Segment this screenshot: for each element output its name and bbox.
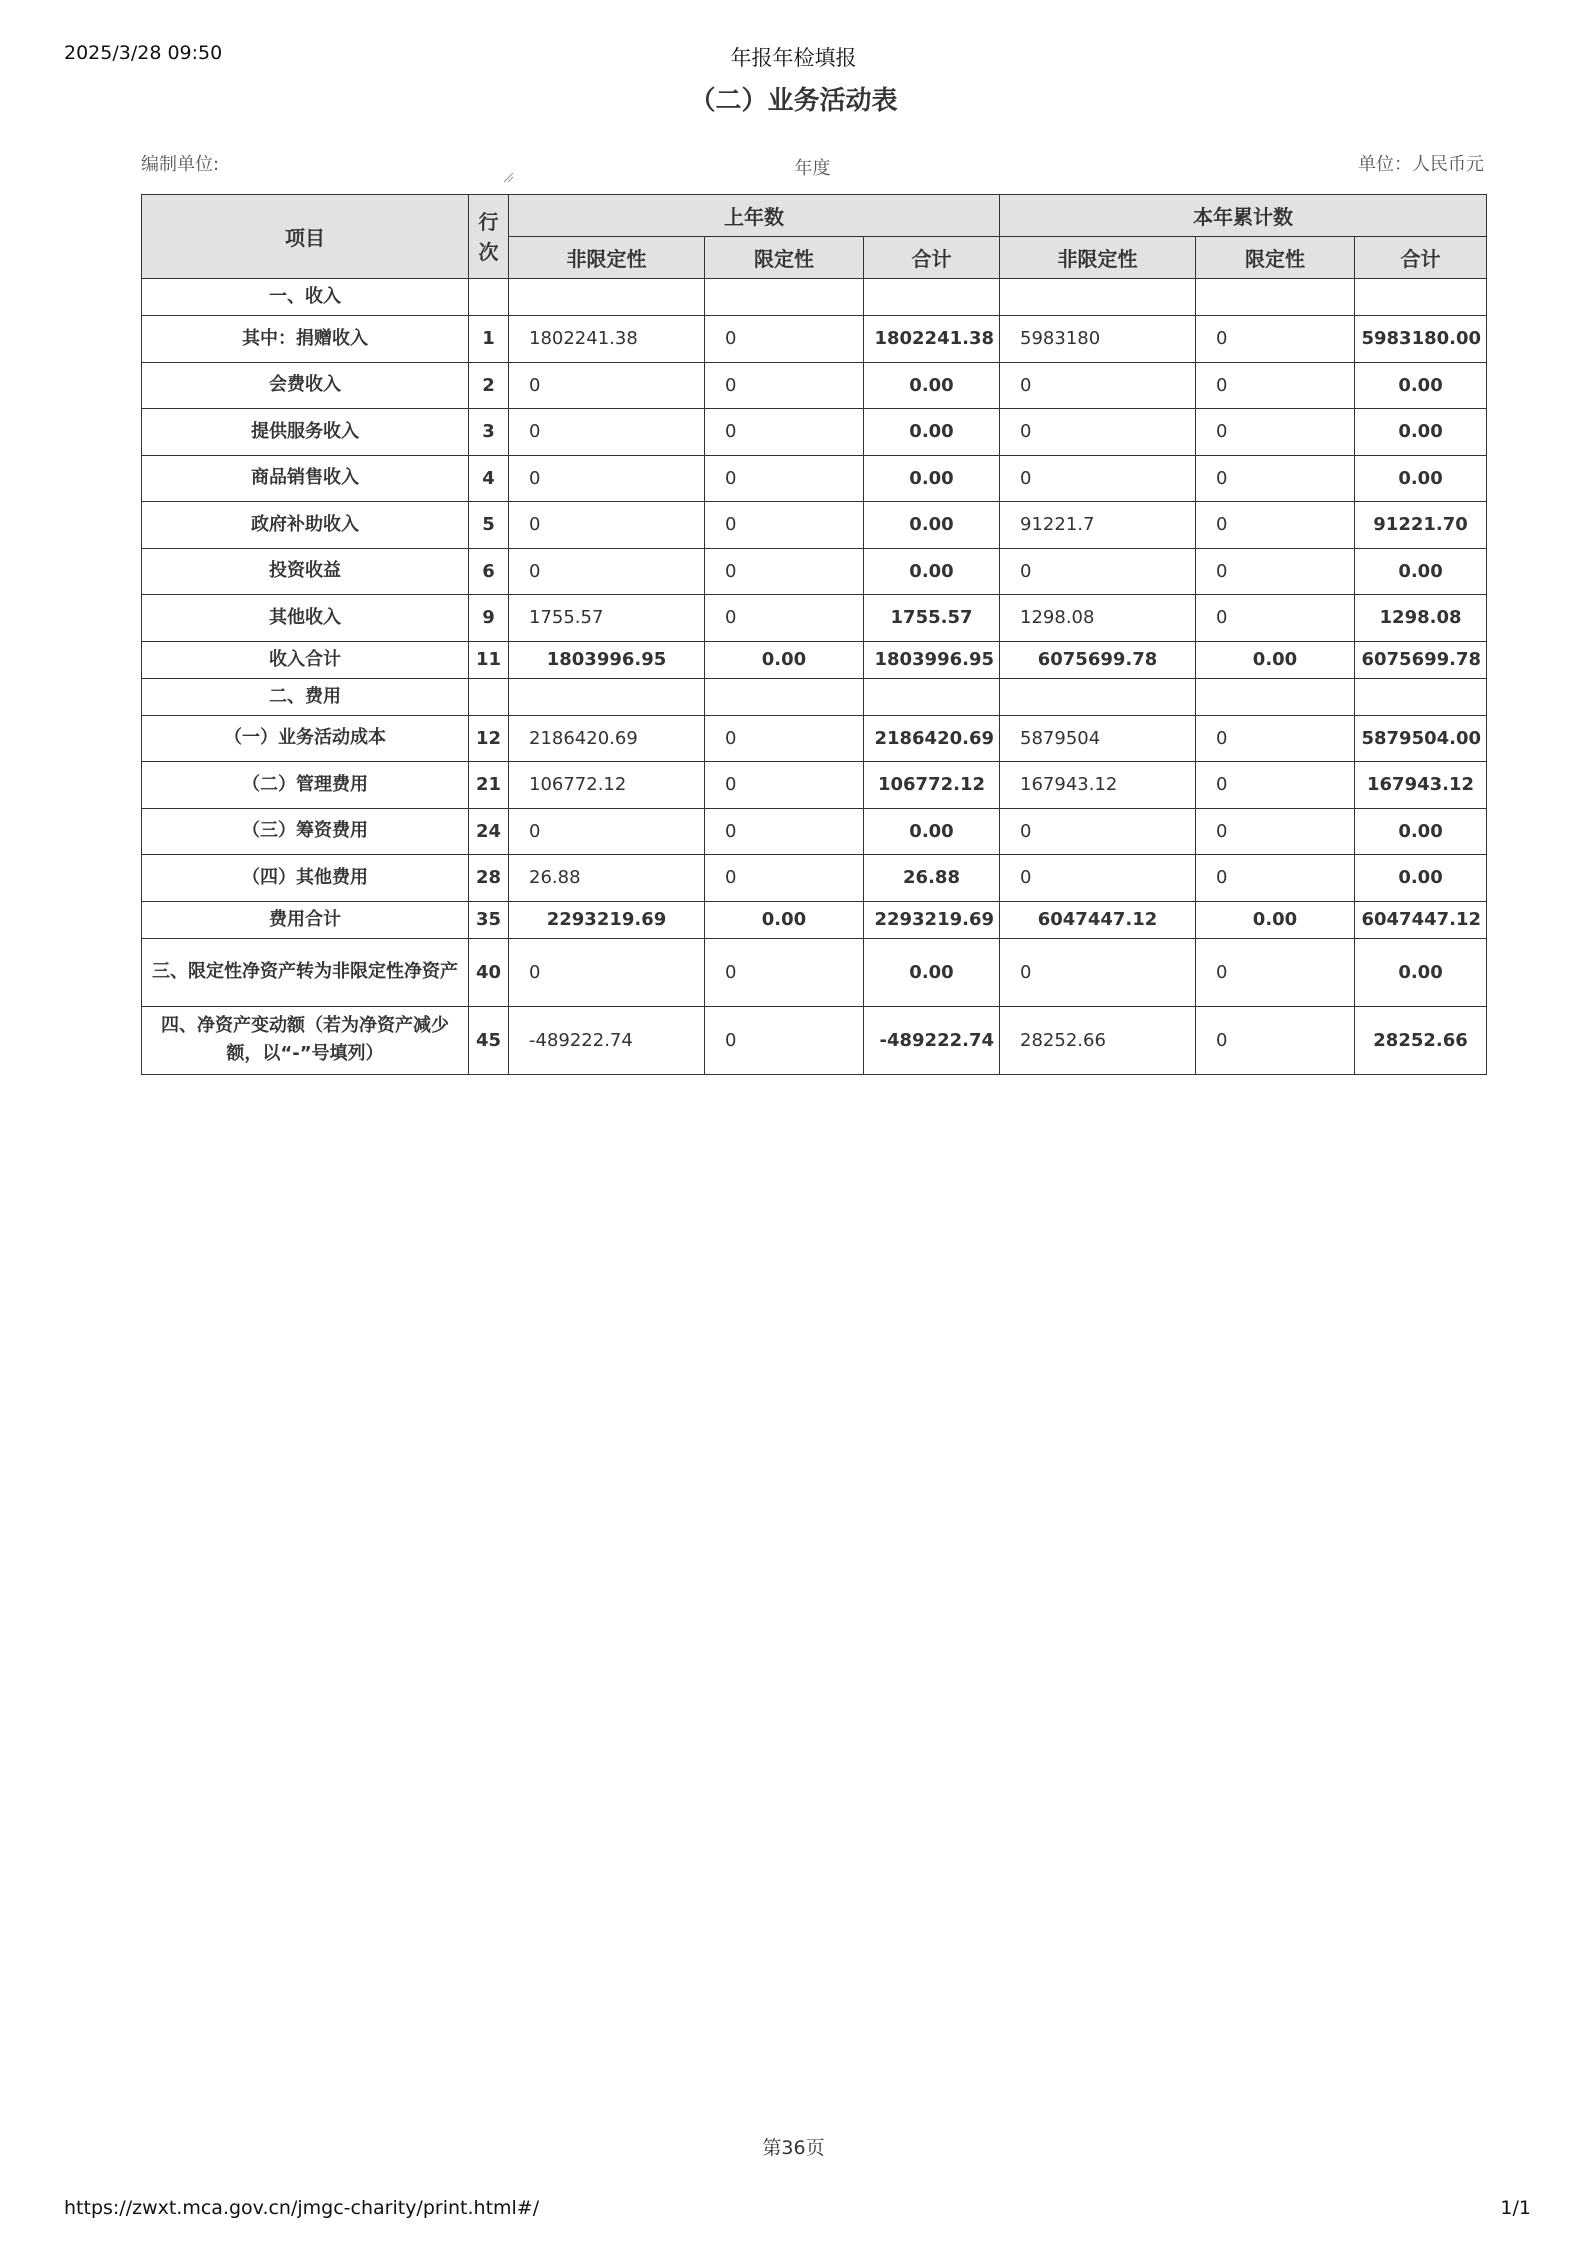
row-line: 2 [469,362,509,409]
row-item: 会费收入 [142,362,469,409]
cell-prev-unrestricted[interactable]: 106772.12 [509,762,705,809]
cell-prev-unrestricted[interactable] [509,678,705,715]
table-row [142,502,1487,549]
org-label: 编制单位: [141,154,220,175]
row-line [469,678,509,715]
table-row [142,455,1487,502]
row-item: （二）管理费用 [142,762,469,809]
table-row [142,808,1487,855]
row-item: 投资收益 [142,548,469,595]
cell-curr-unrestricted: 6047447.12 [1000,901,1196,938]
table-row [142,316,1487,363]
cell-curr-unrestricted[interactable]: 28252.66 [1000,1006,1196,1074]
row-line: 12 [469,715,509,762]
row-line: 28 [469,855,509,902]
row-line: 11 [469,641,509,678]
cell-prev-unrestricted: 2293219.69 [509,901,705,938]
cell-prev-total: 106772.12 [864,762,1000,809]
cell-prev-restricted[interactable]: 0 [705,1006,864,1074]
cell-prev-total: 0.00 [864,409,1000,456]
table-row [142,548,1487,595]
cell-curr-unrestricted[interactable]: 91221.7 [1000,502,1196,549]
cell-prev-restricted[interactable]: 0 [705,938,864,1006]
header-prev-restricted: 限定性 [705,237,864,279]
row-item: （四）其他费用 [142,855,469,902]
cell-curr-restricted[interactable] [1196,279,1355,316]
report-title: （二）业务活动表 [689,86,898,116]
cell-prev-unrestricted[interactable]: 1755.57 [509,595,705,642]
row-item: （三）筹资费用 [142,808,469,855]
cell-prev-restricted[interactable]: 0 [705,502,864,549]
row-line: 21 [469,762,509,809]
row-item: 商品销售收入 [142,455,469,502]
row-item: 其他收入 [142,595,469,642]
table-row-subtotal [142,901,1487,938]
cell-prev-unrestricted[interactable]: 0 [509,502,705,549]
cell-curr-restricted[interactable]: 0 [1196,502,1355,549]
row-item: 收入合计 [142,641,469,678]
cell-prev-unrestricted[interactable] [509,279,705,316]
cell-curr-restricted: 0.00 [1196,641,1355,678]
cell-prev-restricted[interactable] [705,279,864,316]
cell-prev-restricted[interactable]: 0 [705,808,864,855]
table-row [142,279,1487,316]
table-row [142,762,1487,809]
cell-curr-total: 5983180.00 [1355,316,1487,363]
cell-prev-total: 0.00 [864,548,1000,595]
print-datetime: 2025/3/28 09:50 [64,42,223,64]
cell-curr-restricted[interactable]: 0 [1196,808,1355,855]
cell-curr-unrestricted[interactable]: 0 [1000,938,1196,1006]
cell-curr-unrestricted[interactable]: 0 [1000,455,1196,502]
cell-curr-restricted[interactable]: 0 [1196,455,1355,502]
cell-prev-restricted[interactable]: 0 [705,595,864,642]
page-number: 第36页 [762,2137,825,2159]
table-row [142,1006,1487,1074]
header-curr-unrestricted: 非限定性 [1000,237,1196,279]
cell-curr-total: 6075699.78 [1355,641,1487,678]
table-row [142,855,1487,902]
cell-prev-restricted[interactable]: 0 [705,548,864,595]
cell-prev-total: 1803996.95 [864,641,1000,678]
cell-prev-total: 26.88 [864,855,1000,902]
report-meta-row [141,150,1484,190]
row-line: 9 [469,595,509,642]
table-row [142,678,1487,715]
cell-curr-restricted[interactable]: 0 [1196,715,1355,762]
table-row-subtotal [142,641,1487,678]
header-prev-total: 合计 [864,237,1000,279]
cell-prev-restricted[interactable] [705,678,864,715]
table-row [142,938,1487,1006]
cell-prev-restricted: 0.00 [705,641,864,678]
row-line: 4 [469,455,509,502]
cell-prev-restricted[interactable]: 0 [705,855,864,902]
cell-curr-restricted[interactable]: 0 [1196,762,1355,809]
row-line [469,279,509,316]
cell-curr-restricted[interactable]: 0 [1196,409,1355,456]
cell-curr-total: 0.00 [1355,409,1487,456]
cell-curr-restricted[interactable]: 0 [1196,938,1355,1006]
print-page-title: 年报年检填报 [730,46,857,70]
cell-prev-total: -489222.74 [864,1006,1000,1074]
row-line: 1 [469,316,509,363]
header-prev-year: 上年数 [509,195,1000,237]
cell-prev-unrestricted[interactable]: 0 [509,808,705,855]
cell-curr-unrestricted[interactable]: 0 [1000,808,1196,855]
row-item: 四、净资产变动额（若为净资产减少额，以“-”号填列） [142,1006,469,1074]
cell-prev-unrestricted[interactable]: 0 [509,455,705,502]
cell-curr-restricted[interactable]: 0 [1196,362,1355,409]
cell-prev-total: 2186420.69 [864,715,1000,762]
cell-curr-total: 0.00 [1355,548,1487,595]
cell-prev-unrestricted[interactable]: -489222.74 [509,1006,705,1074]
cell-prev-total [864,279,1000,316]
cell-prev-unrestricted[interactable]: 0 [509,548,705,595]
row-item: 政府补助收入 [142,502,469,549]
cell-prev-unrestricted[interactable]: 0 [509,409,705,456]
header-curr-year: 本年累计数 [1000,195,1487,237]
footer-page-count: 1/1 [1500,2197,1531,2219]
footer-url: https://zwxt.mca.gov.cn/jmgc-charity/print.html#/ [64,2197,540,2219]
cell-curr-restricted[interactable]: 0 [1196,855,1355,902]
row-item: 费用合计 [142,901,469,938]
cell-prev-unrestricted: 1803996.95 [509,641,705,678]
cell-curr-total [1355,678,1487,715]
cell-prev-unrestricted[interactable]: 26.88 [509,855,705,902]
header-line: 行 次 [469,195,509,279]
cell-curr-total [1355,279,1487,316]
cell-curr-unrestricted[interactable]: 0 [1000,855,1196,902]
row-item: 一、收入 [142,279,469,316]
row-item: 三、限定性净资产转为非限定性净资产 [142,938,469,1006]
cell-curr-unrestricted[interactable]: 5983180 [1000,316,1196,363]
cell-prev-total: 0.00 [864,362,1000,409]
row-item: 其中：捐赠收入 [142,316,469,363]
cell-prev-total: 0.00 [864,455,1000,502]
row-line: 40 [469,938,509,1006]
header-curr-restricted: 限定性 [1196,237,1355,279]
row-line: 3 [469,409,509,456]
row-line: 45 [469,1006,509,1074]
cell-prev-total: 2293219.69 [864,901,1000,938]
cell-curr-restricted[interactable]: 0 [1196,1006,1355,1074]
cell-curr-total: 0.00 [1355,855,1487,902]
cell-prev-total: 1755.57 [864,595,1000,642]
cell-curr-unrestricted[interactable] [1000,678,1196,715]
cell-curr-unrestricted[interactable]: 0 [1000,548,1196,595]
cell-curr-restricted[interactable]: 0 [1196,316,1355,363]
cell-curr-total: 167943.12 [1355,762,1487,809]
table-row [142,715,1487,762]
cell-curr-unrestricted[interactable]: 1298.08 [1000,595,1196,642]
cell-prev-restricted[interactable]: 0 [705,762,864,809]
row-item: 二、费用 [142,678,469,715]
year-label: 年度 [794,158,831,179]
row-line: 24 [469,808,509,855]
cell-prev-restricted[interactable]: 0 [705,362,864,409]
table-row [142,595,1487,642]
cell-prev-unrestricted[interactable]: 2186420.69 [509,715,705,762]
cell-curr-unrestricted: 6075699.78 [1000,641,1196,678]
cell-prev-restricted[interactable]: 0 [705,455,864,502]
cell-prev-restricted[interactable]: 0 [705,409,864,456]
row-item: （一）业务活动成本 [142,715,469,762]
business-activity-table [141,194,1487,1075]
cell-curr-total: 6047447.12 [1355,901,1487,938]
cell-curr-unrestricted[interactable]: 167943.12 [1000,762,1196,809]
cell-curr-restricted[interactable] [1196,678,1355,715]
header-item: 项目 [142,195,469,279]
cell-prev-unrestricted[interactable]: 1802241.38 [509,316,705,363]
cell-prev-restricted[interactable]: 0 [705,715,864,762]
table-row [142,409,1487,456]
row-line: 35 [469,901,509,938]
row-line: 6 [469,548,509,595]
cell-curr-total: 91221.70 [1355,502,1487,549]
table-row [142,362,1487,409]
cell-curr-total: 0.00 [1355,938,1487,1006]
cell-curr-total: 0.00 [1355,362,1487,409]
row-item: 提供服务收入 [142,409,469,456]
cell-prev-restricted: 0.00 [705,901,864,938]
cell-curr-total: 0.00 [1355,808,1487,855]
cell-prev-total: 0.00 [864,502,1000,549]
unit-label: 单位：人民币元 [1358,154,1484,175]
cell-prev-restricted[interactable]: 0 [705,316,864,363]
cell-prev-total: 0.00 [864,808,1000,855]
cell-curr-unrestricted[interactable] [1000,279,1196,316]
cell-prev-total: 1802241.38 [864,316,1000,363]
cell-curr-total: 1298.08 [1355,595,1487,642]
cell-curr-total: 0.00 [1355,455,1487,502]
cell-curr-unrestricted[interactable]: 5879504 [1000,715,1196,762]
cell-curr-restricted[interactable]: 0 [1196,548,1355,595]
header-curr-total: 合计 [1355,237,1487,279]
header-prev-unrestricted: 非限定性 [509,237,705,279]
cell-curr-total: 28252.66 [1355,1006,1487,1074]
cell-curr-total: 5879504.00 [1355,715,1487,762]
cell-curr-restricted[interactable]: 0 [1196,595,1355,642]
cell-curr-restricted: 0.00 [1196,901,1355,938]
row-line: 5 [469,502,509,549]
cell-prev-unrestricted[interactable]: 0 [509,938,705,1006]
cell-curr-unrestricted[interactable]: 0 [1000,409,1196,456]
cell-prev-total [864,678,1000,715]
cell-prev-unrestricted[interactable]: 0 [509,362,705,409]
cell-curr-unrestricted[interactable]: 0 [1000,362,1196,409]
cell-prev-total: 0.00 [864,938,1000,1006]
